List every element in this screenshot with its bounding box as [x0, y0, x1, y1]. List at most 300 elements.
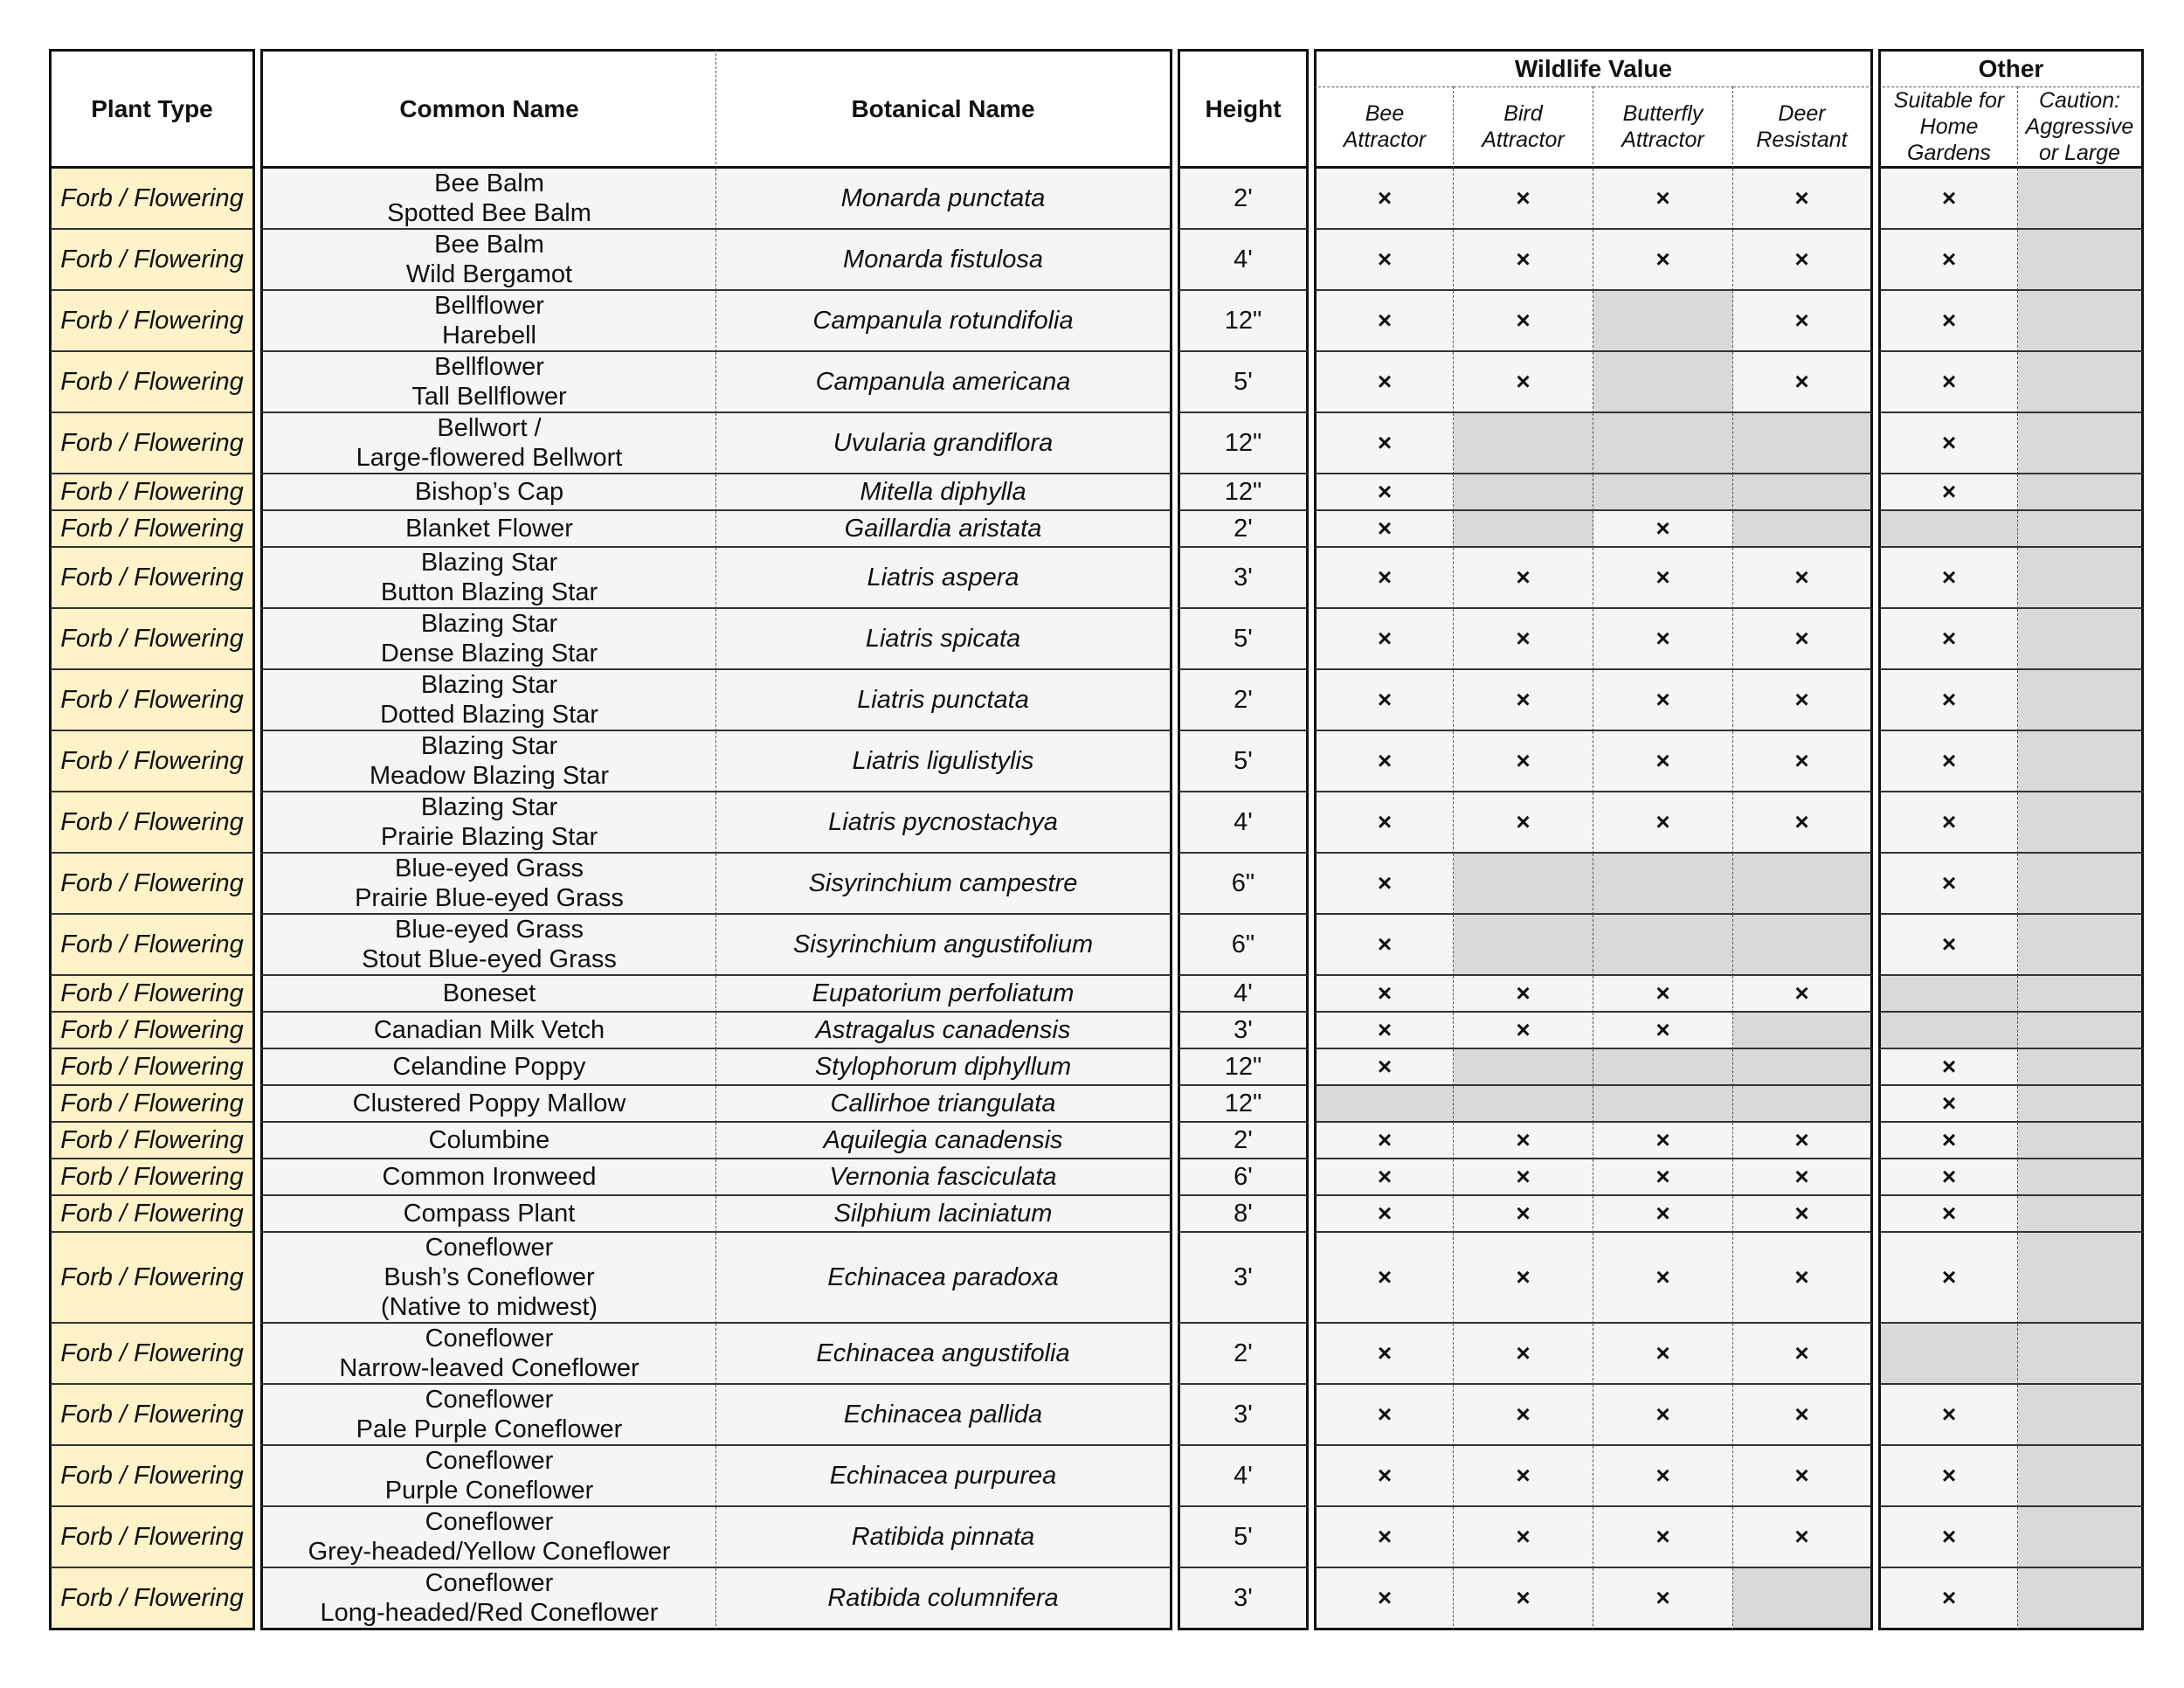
caution-cell — [2018, 230, 2144, 291]
bee-attractor-cell: × — [1314, 413, 1454, 474]
height-cell: 12" — [1178, 1049, 1309, 1086]
plant-table-body — [49, 169, 2144, 1630]
deer-resistant-cell: × — [1733, 1324, 1873, 1385]
bird-attractor-cell: × — [1454, 1196, 1593, 1233]
deer-resistant-cell — [1733, 915, 1873, 976]
caution-cell — [2018, 1568, 2144, 1630]
butterfly-attractor-cell — [1593, 352, 1733, 413]
header-butterfly-attractor-text: Butterfly Attractor — [1621, 101, 1704, 152]
plant-type-cell: Forb / Flowering — [49, 915, 255, 976]
bird-attractor-cell: × — [1454, 352, 1593, 413]
bird-attractor-cell — [1454, 511, 1593, 548]
botanical-name-cell: Astragalus canadensis — [716, 1013, 1172, 1049]
home-gardens-cell: × — [1878, 169, 2018, 230]
plant-type-cell: Forb / Flowering — [49, 230, 255, 291]
common-name-line: Coneflower — [425, 1386, 554, 1414]
home-gardens-cell: × — [1878, 1233, 2018, 1324]
home-gardens-cell — [1878, 1324, 2018, 1385]
common-name-cell — [260, 1123, 716, 1159]
caution-cell — [2018, 413, 2144, 474]
common-name-cell — [260, 1086, 716, 1123]
common-name-line: Columbine — [428, 1126, 550, 1154]
bee-attractor-cell: × — [1314, 1568, 1454, 1630]
table-row — [49, 1049, 2144, 1086]
botanical-name-cell: Liatris pycnostachya — [716, 792, 1172, 854]
table-row — [49, 609, 2144, 670]
plant-type-cell: Forb / Flowering — [49, 1013, 255, 1049]
butterfly-attractor-cell: × — [1593, 511, 1733, 548]
common-name-cell — [260, 1507, 716, 1568]
common-name-line: Bee Balm — [434, 231, 544, 259]
bird-attractor-cell: × — [1454, 976, 1593, 1013]
deer-resistant-cell: × — [1733, 1446, 1873, 1507]
plant-type-cell: Forb / Flowering — [49, 548, 255, 609]
header-caution-text: Caution: Aggressive or Large — [2025, 88, 2134, 165]
botanical-name-cell: Monarda punctata — [716, 169, 1172, 230]
height-cell: 6" — [1178, 915, 1309, 976]
botanical-name-cell: Aquilegia canadensis — [716, 1123, 1172, 1159]
header-wildlife-value: Wildlife Value — [1314, 49, 1873, 86]
home-gardens-cell: × — [1878, 474, 2018, 511]
height-cell: 4' — [1178, 976, 1309, 1013]
home-gardens-cell: × — [1878, 731, 2018, 792]
header-bird-attractor — [1454, 86, 1593, 169]
caution-cell — [2018, 731, 2144, 792]
header-botanical-name: Botanical Name — [716, 49, 1172, 169]
header-bird-attractor-text: Bird Attractor — [1482, 101, 1565, 152]
caution-cell — [2018, 352, 2144, 413]
height-cell: 6" — [1178, 854, 1309, 915]
table-row — [49, 976, 2144, 1013]
botanical-name-cell: Uvularia grandiflora — [716, 413, 1172, 474]
butterfly-attractor-cell — [1593, 854, 1733, 915]
bee-attractor-cell: × — [1314, 1233, 1454, 1324]
butterfly-attractor-cell: × — [1593, 1385, 1733, 1446]
height-cell: 3' — [1178, 548, 1309, 609]
caution-cell — [2018, 609, 2144, 670]
home-gardens-cell: × — [1878, 609, 2018, 670]
butterfly-attractor-cell: × — [1593, 609, 1733, 670]
home-gardens-cell: × — [1878, 915, 2018, 976]
common-name-cell — [260, 291, 716, 352]
botanical-name-cell: Sisyrinchium angustifolium — [716, 915, 1172, 976]
common-name-cell — [260, 976, 716, 1013]
common-name-line: Bellflower — [434, 353, 544, 381]
table-row — [49, 413, 2144, 474]
table-row — [49, 854, 2144, 915]
home-gardens-cell: × — [1878, 1086, 2018, 1123]
butterfly-attractor-cell: × — [1593, 1507, 1733, 1568]
butterfly-attractor-cell — [1593, 1086, 1733, 1123]
common-name-cell — [260, 352, 716, 413]
height-cell: 8' — [1178, 1196, 1309, 1233]
common-name-cell — [260, 1324, 716, 1385]
botanical-name-cell: Ratibida pinnata — [716, 1507, 1172, 1568]
common-name-line: Tall Bellflower — [411, 383, 567, 411]
common-name-cell — [260, 792, 716, 854]
home-gardens-cell: × — [1878, 548, 2018, 609]
bird-attractor-cell — [1454, 1086, 1593, 1123]
bee-attractor-cell: × — [1314, 731, 1454, 792]
plant-type-cell: Forb / Flowering — [49, 1446, 255, 1507]
table-row — [49, 1013, 2144, 1049]
table-row — [49, 915, 2144, 976]
bee-attractor-cell: × — [1314, 1324, 1454, 1385]
botanical-name-cell: Mitella diphylla — [716, 474, 1172, 511]
botanical-name-cell: Echinacea paradoxa — [716, 1233, 1172, 1324]
caution-cell — [2018, 548, 2144, 609]
common-name-cell — [260, 1013, 716, 1049]
table-row — [49, 169, 2144, 230]
table-row — [49, 1507, 2144, 1568]
common-name-line: Meadow Blazing Star — [369, 762, 610, 790]
header-other: Other — [1878, 49, 2144, 86]
bird-attractor-cell: × — [1454, 169, 1593, 230]
botanical-name-cell: Liatris punctata — [716, 670, 1172, 731]
deer-resistant-cell: × — [1733, 352, 1873, 413]
common-name-line: Prairie Blue-eyed Grass — [355, 884, 624, 912]
caution-cell — [2018, 1049, 2144, 1086]
home-gardens-cell: × — [1878, 1568, 2018, 1630]
home-gardens-cell: × — [1878, 854, 2018, 915]
butterfly-attractor-cell — [1593, 474, 1733, 511]
butterfly-attractor-cell: × — [1593, 1324, 1733, 1385]
caution-cell — [2018, 1013, 2144, 1049]
plant-type-cell: Forb / Flowering — [49, 1159, 255, 1196]
common-name-line: Dense Blazing Star — [380, 640, 598, 668]
common-name-cell — [260, 854, 716, 915]
common-name-cell — [260, 1446, 716, 1507]
plant-type-cell: Forb / Flowering — [49, 976, 255, 1013]
height-cell: 3' — [1178, 1385, 1309, 1446]
plant-type-cell: Forb / Flowering — [49, 1385, 255, 1446]
bee-attractor-cell: × — [1314, 1159, 1454, 1196]
bee-attractor-cell: × — [1314, 352, 1454, 413]
caution-cell — [2018, 291, 2144, 352]
header-butterfly-attractor — [1593, 86, 1733, 169]
height-cell: 12" — [1178, 474, 1309, 511]
home-gardens-cell: × — [1878, 1049, 2018, 1086]
caution-cell — [2018, 1233, 2144, 1324]
butterfly-attractor-cell: × — [1593, 1233, 1733, 1324]
common-name-line: Pale Purple Coneflower — [356, 1415, 623, 1443]
common-name-line: Blue-eyed Grass — [395, 854, 584, 882]
botanical-name-cell: Echinacea purpurea — [716, 1446, 1172, 1507]
bird-attractor-cell: × — [1454, 1385, 1593, 1446]
plant-type-cell: Forb / Flowering — [49, 474, 255, 511]
botanical-name-cell: Sisyrinchium campestre — [716, 854, 1172, 915]
common-name-line: Stout Blue-eyed Grass — [362, 945, 617, 973]
deer-resistant-cell: × — [1733, 1233, 1873, 1324]
common-name-line: Bishop’s Cap — [414, 478, 564, 506]
bee-attractor-cell: × — [1314, 1013, 1454, 1049]
common-name-line: Large-flowered Bellwort — [356, 444, 623, 472]
home-gardens-cell: × — [1878, 413, 2018, 474]
plant-type-cell: Forb / Flowering — [49, 169, 255, 230]
common-name-cell — [260, 548, 716, 609]
caution-cell — [2018, 1507, 2144, 1568]
height-cell: 6' — [1178, 1159, 1309, 1196]
home-gardens-cell — [1878, 1013, 2018, 1049]
butterfly-attractor-cell: × — [1593, 731, 1733, 792]
plant-type-cell: Forb / Flowering — [49, 609, 255, 670]
table-row — [49, 474, 2144, 511]
height-cell: 3' — [1178, 1233, 1309, 1324]
table-row — [49, 1568, 2144, 1630]
table-row — [49, 230, 2144, 291]
common-name-cell — [260, 1159, 716, 1196]
height-cell: 5' — [1178, 609, 1309, 670]
butterfly-attractor-cell: × — [1593, 1196, 1733, 1233]
plant-type-cell: Forb / Flowering — [49, 1086, 255, 1123]
deer-resistant-cell — [1733, 1086, 1873, 1123]
botanical-name-cell: Stylophorum diphyllum — [716, 1049, 1172, 1086]
table-row — [49, 548, 2144, 609]
common-name-line: Coneflower — [425, 1569, 554, 1597]
deer-resistant-cell — [1733, 474, 1873, 511]
height-cell: 5' — [1178, 1507, 1309, 1568]
botanical-name-cell: Ratibida columnifera — [716, 1568, 1172, 1630]
botanical-name-cell: Campanula rotundifolia — [716, 291, 1172, 352]
bee-attractor-cell: × — [1314, 1385, 1454, 1446]
home-gardens-cell: × — [1878, 1123, 2018, 1159]
bird-attractor-cell: × — [1454, 792, 1593, 854]
bee-attractor-cell: × — [1314, 169, 1454, 230]
common-name-line: Spotted Bee Balm — [387, 199, 591, 227]
header-home-gardens — [1878, 86, 2018, 169]
botanical-name-cell: Vernonia fasciculata — [716, 1159, 1172, 1196]
header-deer-resistant-text: Deer Resistant — [1756, 101, 1848, 152]
common-name-line: Blazing Star — [420, 671, 558, 699]
home-gardens-cell: × — [1878, 291, 2018, 352]
deer-resistant-cell: × — [1733, 1507, 1873, 1568]
bird-attractor-cell: × — [1454, 1159, 1593, 1196]
bee-attractor-cell: × — [1314, 548, 1454, 609]
deer-resistant-cell: × — [1733, 291, 1873, 352]
caution-cell — [2018, 670, 2144, 731]
deer-resistant-cell: × — [1733, 1196, 1873, 1233]
deer-resistant-cell: × — [1733, 1385, 1873, 1446]
home-gardens-cell: × — [1878, 1385, 2018, 1446]
common-name-line: Bellflower — [434, 292, 544, 320]
butterfly-attractor-cell: × — [1593, 230, 1733, 291]
deer-resistant-cell: × — [1733, 670, 1873, 731]
table-row — [49, 1324, 2144, 1385]
common-name-line: Prairie Blazing Star — [380, 823, 598, 851]
deer-resistant-cell: × — [1733, 1159, 1873, 1196]
common-name-line: Canadian Milk Vetch — [373, 1016, 605, 1044]
common-name-line: Coneflower — [425, 1508, 554, 1536]
table-row — [49, 792, 2144, 854]
butterfly-attractor-cell: × — [1593, 1013, 1733, 1049]
plant-type-cell: Forb / Flowering — [49, 1196, 255, 1233]
butterfly-attractor-cell — [1593, 413, 1733, 474]
plant-type-cell: Forb / Flowering — [49, 1049, 255, 1086]
bee-attractor-cell: × — [1314, 1049, 1454, 1086]
common-name-line: Bee Balm — [434, 169, 544, 197]
common-name-cell — [260, 1196, 716, 1233]
table-row — [49, 731, 2144, 792]
bee-attractor-cell: × — [1314, 1446, 1454, 1507]
butterfly-attractor-cell — [1593, 1049, 1733, 1086]
caution-cell — [2018, 169, 2144, 230]
bird-attractor-cell: × — [1454, 1123, 1593, 1159]
common-name-cell — [260, 511, 716, 548]
botanical-name-cell: Liatris spicata — [716, 609, 1172, 670]
header-common-name: Common Name — [260, 49, 716, 169]
table-row — [49, 1233, 2144, 1324]
butterfly-attractor-cell — [1593, 915, 1733, 976]
plant-table-container — [49, 49, 2144, 1630]
table-row — [49, 511, 2144, 548]
table-row — [49, 1123, 2144, 1159]
plant-type-cell: Forb / Flowering — [49, 291, 255, 352]
plant-type-cell: Forb / Flowering — [49, 731, 255, 792]
caution-cell — [2018, 1196, 2144, 1233]
height-cell: 4' — [1178, 230, 1309, 291]
height-cell: 2' — [1178, 169, 1309, 230]
bird-attractor-cell — [1454, 474, 1593, 511]
bee-attractor-cell: × — [1314, 1507, 1454, 1568]
common-name-line: Dotted Blazing Star — [380, 701, 598, 729]
header-home-gardens-text: Suitable for Home Gardens — [1893, 88, 2005, 165]
common-name-cell — [260, 1385, 716, 1446]
bird-attractor-cell: × — [1454, 1013, 1593, 1049]
home-gardens-cell: × — [1878, 670, 2018, 731]
plant-type-cell: Forb / Flowering — [49, 1123, 255, 1159]
caution-cell — [2018, 1446, 2144, 1507]
common-name-cell — [260, 169, 716, 230]
deer-resistant-cell: × — [1733, 731, 1873, 792]
common-name-line: Blazing Star — [420, 793, 558, 821]
deer-resistant-cell: × — [1733, 1123, 1873, 1159]
height-cell: 3' — [1178, 1013, 1309, 1049]
bee-attractor-cell: × — [1314, 474, 1454, 511]
common-name-cell — [260, 731, 716, 792]
bee-attractor-cell: × — [1314, 230, 1454, 291]
botanical-name-cell: Eupatorium perfoliatum — [716, 976, 1172, 1013]
butterfly-attractor-cell: × — [1593, 1446, 1733, 1507]
common-name-line: Coneflower — [425, 1325, 554, 1352]
height-cell: 4' — [1178, 792, 1309, 854]
botanical-name-cell: Liatris aspera — [716, 548, 1172, 609]
header-plant-type: Plant Type — [49, 49, 255, 169]
deer-resistant-cell — [1733, 1568, 1873, 1630]
common-name-cell — [260, 1568, 716, 1630]
header-height: Height — [1178, 49, 1309, 169]
home-gardens-cell: × — [1878, 792, 2018, 854]
table-row — [49, 1446, 2144, 1507]
bird-attractor-cell: × — [1454, 1324, 1593, 1385]
height-cell: 5' — [1178, 731, 1309, 792]
caution-cell — [2018, 1385, 2144, 1446]
plant-type-cell: Forb / Flowering — [49, 792, 255, 854]
bee-attractor-cell — [1314, 1086, 1454, 1123]
height-cell: 2' — [1178, 1324, 1309, 1385]
caution-cell — [2018, 474, 2144, 511]
home-gardens-cell: × — [1878, 1446, 2018, 1507]
butterfly-attractor-cell: × — [1593, 1123, 1733, 1159]
deer-resistant-cell: × — [1733, 548, 1873, 609]
common-name-line: Grey-headed/Yellow Coneflower — [308, 1538, 671, 1566]
height-cell: 2' — [1178, 670, 1309, 731]
common-name-line: Purple Coneflower — [384, 1477, 594, 1505]
caution-cell — [2018, 976, 2144, 1013]
botanical-name-cell: Callirhoe triangulata — [716, 1086, 1172, 1123]
common-name-cell — [260, 670, 716, 731]
common-name-cell — [260, 1049, 716, 1086]
deer-resistant-cell: × — [1733, 792, 1873, 854]
caution-cell — [2018, 511, 2144, 548]
home-gardens-cell — [1878, 976, 2018, 1013]
table-row — [49, 1159, 2144, 1196]
bee-attractor-cell: × — [1314, 854, 1454, 915]
bird-attractor-cell: × — [1454, 670, 1593, 731]
common-name-line: Clustered Poppy Mallow — [352, 1090, 626, 1117]
deer-resistant-cell — [1733, 854, 1873, 915]
bee-attractor-cell: × — [1314, 915, 1454, 976]
common-name-cell — [260, 609, 716, 670]
deer-resistant-cell: × — [1733, 169, 1873, 230]
header-bee-attractor — [1314, 86, 1454, 169]
bird-attractor-cell: × — [1454, 230, 1593, 291]
butterfly-attractor-cell — [1593, 291, 1733, 352]
botanical-name-cell: Echinacea angustifolia — [716, 1324, 1172, 1385]
deer-resistant-cell: × — [1733, 609, 1873, 670]
home-gardens-cell: × — [1878, 230, 2018, 291]
common-name-line: Harebell — [442, 322, 536, 349]
bird-attractor-cell: × — [1454, 609, 1593, 670]
common-name-line: Bush’s Coneflower — [384, 1263, 595, 1291]
bee-attractor-cell: × — [1314, 1196, 1454, 1233]
bird-attractor-cell — [1454, 854, 1593, 915]
common-name-line: Coneflower — [425, 1234, 554, 1262]
common-name-line: (Native to midwest) — [380, 1293, 598, 1321]
bird-attractor-cell: × — [1454, 1233, 1593, 1324]
butterfly-attractor-cell: × — [1593, 1159, 1733, 1196]
plant-type-cell: Forb / Flowering — [49, 670, 255, 731]
header-bee-attractor-text: Bee Attractor — [1343, 101, 1427, 152]
bee-attractor-cell: × — [1314, 976, 1454, 1013]
plant-type-cell: Forb / Flowering — [49, 352, 255, 413]
plant-type-cell: Forb / Flowering — [49, 511, 255, 548]
table-row — [49, 291, 2144, 352]
height-cell: 2' — [1178, 511, 1309, 548]
common-name-cell — [260, 915, 716, 976]
caution-cell — [2018, 1324, 2144, 1385]
botanical-name-cell: Gaillardia aristata — [716, 511, 1172, 548]
common-name-line: Celandine Poppy — [392, 1053, 586, 1081]
bee-attractor-cell: × — [1314, 1123, 1454, 1159]
deer-resistant-cell: × — [1733, 230, 1873, 291]
butterfly-attractor-cell: × — [1593, 976, 1733, 1013]
bird-attractor-cell: × — [1454, 291, 1593, 352]
common-name-line: Blue-eyed Grass — [395, 916, 584, 944]
butterfly-attractor-cell: × — [1593, 792, 1733, 854]
height-cell: 5' — [1178, 352, 1309, 413]
botanical-name-cell: Echinacea pallida — [716, 1385, 1172, 1446]
common-name-line: Common Ironweed — [382, 1163, 597, 1191]
caution-cell — [2018, 915, 2144, 976]
botanical-name-cell: Monarda fistulosa — [716, 230, 1172, 291]
bird-attractor-cell: × — [1454, 1507, 1593, 1568]
butterfly-attractor-cell: × — [1593, 670, 1733, 731]
common-name-line: Button Blazing Star — [380, 578, 598, 606]
table-row — [49, 352, 2144, 413]
common-name-line: Coneflower — [425, 1447, 554, 1475]
height-cell: 12" — [1178, 1086, 1309, 1123]
deer-resistant-cell — [1733, 1013, 1873, 1049]
